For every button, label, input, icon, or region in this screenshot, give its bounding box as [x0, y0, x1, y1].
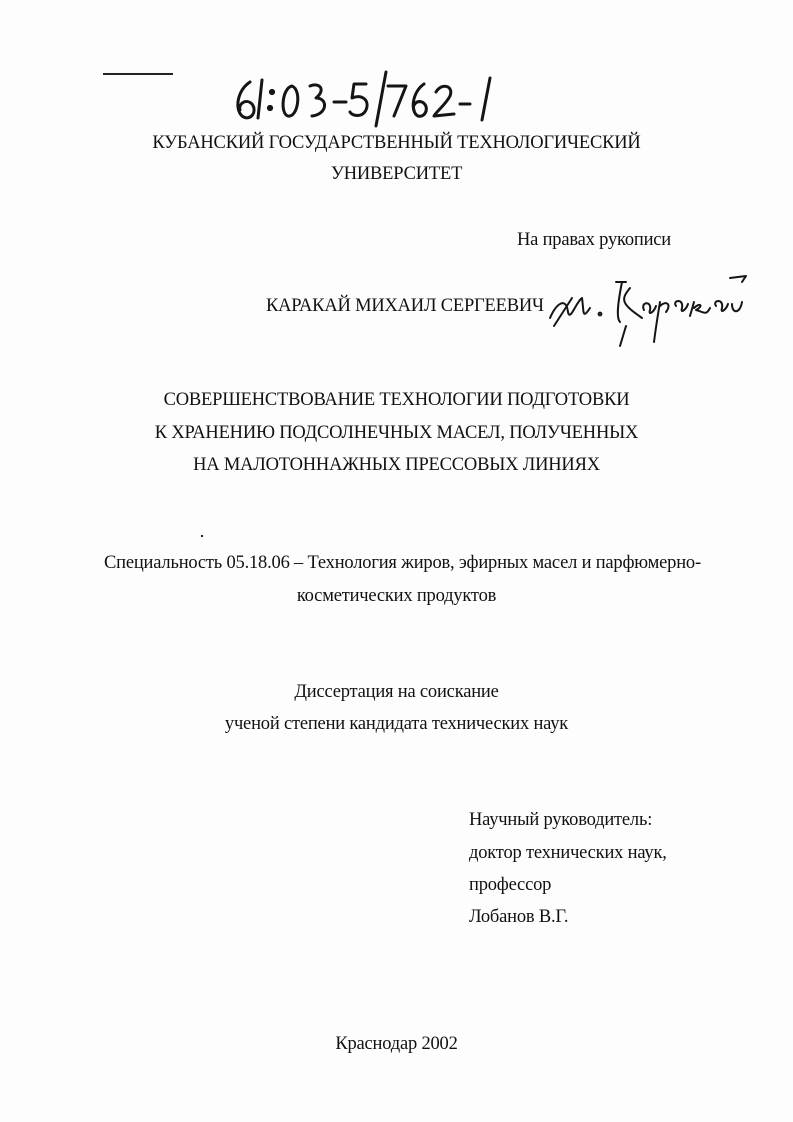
- dissertation-line1: Диссертация на соискание: [294, 682, 499, 702]
- specialty-line1: Специальность 05.18.06 – Технология жиров, эфирных масел и парфюмерно-: [104, 553, 701, 573]
- university-name-line2: УНИВЕРСИТЕТ: [330, 164, 463, 184]
- supervisor-name: Лобанов В.Г.: [469, 907, 569, 927]
- rights-note: На правах рукописи: [517, 230, 672, 250]
- author-name: КАРАКАЙ МИХАИЛ СЕРГЕЕВИЧ: [266, 296, 544, 316]
- author-signature: [546, 262, 756, 348]
- supervisor-role: Научный руководитель:: [469, 810, 653, 830]
- supervisor-title: профессор: [469, 875, 552, 895]
- top-rule: [103, 73, 173, 75]
- thesis-title-line3: НА МАЛОТОННАЖНЫХ ПРЕССОВЫХ ЛИНИЯХ: [193, 455, 600, 475]
- archive-code-handwriting: [228, 64, 498, 130]
- supervisor-degree: доктор технических наук,: [469, 843, 667, 863]
- dissertation-line2: ученой степени кандидата технических наук: [224, 714, 569, 734]
- thesis-title-line1: СОВЕРШЕНСТВОВАНИЕ ТЕХНОЛОГИИ ПОДГОТОВКИ: [163, 390, 630, 410]
- specialty-line2: косметических продуктов: [296, 586, 497, 606]
- university-name-line1: КУБАНСКИЙ ГОСУДАРСТВЕННЫЙ ТЕХНОЛОГИЧЕСКИЙ: [152, 133, 641, 153]
- scan-speck: [201, 535, 203, 537]
- city-year: Краснодар 2002: [335, 1034, 458, 1054]
- thesis-title-line2: К ХРАНЕНИЮ ПОДСОЛНЕЧНЫХ МАСЕЛ, ПОЛУЧЕННЫХ: [154, 423, 639, 443]
